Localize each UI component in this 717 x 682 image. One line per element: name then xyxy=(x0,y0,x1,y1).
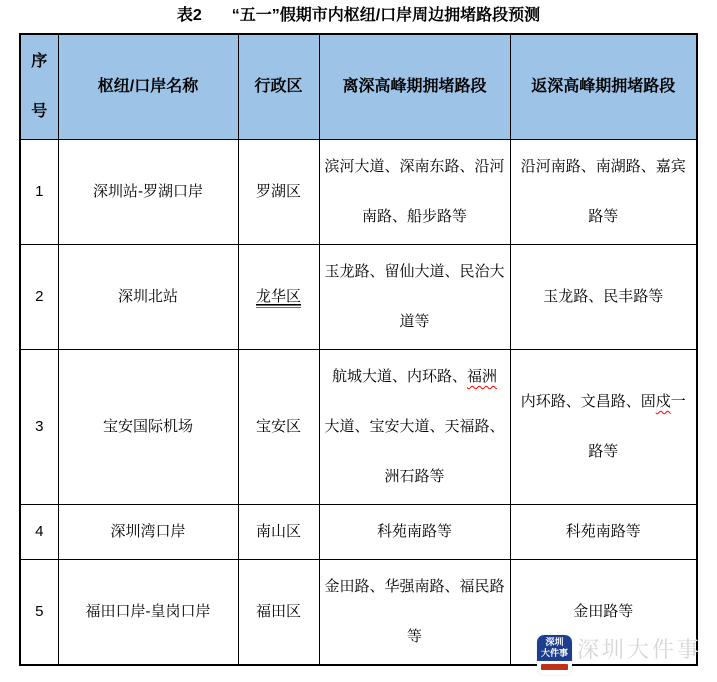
cell-serial: 1 xyxy=(20,140,58,245)
cell-hub-name: 深圳站-罗湖口岸 xyxy=(58,140,238,245)
shenzhen-dajianshi-logo-icon xyxy=(537,635,572,675)
watermark-text: 深圳大件事 xyxy=(577,637,703,662)
cell-depart-roads: 航城大道、内环路、福洲大道、宝安大道、天福路、洲石路等 xyxy=(319,350,510,505)
cell-serial: 2 xyxy=(20,245,58,350)
column-header-return-roads: 返深高峰期拥堵路段 xyxy=(510,34,697,140)
cell-depart-roads: 玉龙路、留仙大道、民治大道等 xyxy=(319,245,510,350)
cell-district: 龙华区 xyxy=(238,245,319,350)
column-header-serial: 序号 xyxy=(20,34,58,140)
cell-depart-roads: 金田路、华强南路、福民路等 xyxy=(319,560,510,666)
column-header-depart-roads: 离深高峰期拥堵路段 xyxy=(319,34,510,140)
column-header-district: 行政区 xyxy=(238,34,319,140)
table-row xyxy=(20,350,697,505)
congestion-forecast-table xyxy=(19,33,698,666)
cell-return-roads: 金田路等 xyxy=(510,560,697,666)
cell-depart-roads: 滨河大道、深南东路、沿河南路、船步路等 xyxy=(319,140,510,245)
cell-return-roads: 内环路、文昌路、固戍一路等 xyxy=(510,350,697,505)
logo-blue-panel xyxy=(537,635,572,661)
logo-red-banner xyxy=(541,664,568,670)
cell-depart-roads: 科苑南路等 xyxy=(319,505,510,560)
cell-district: 罗湖区 xyxy=(238,140,319,245)
table-title-text: “五一”假期市内枢纽/口岸周边拥堵路段预测 xyxy=(231,7,541,24)
cell-return-roads: 沿河南路、南湖路、嘉宾路等 xyxy=(510,140,697,245)
cell-hub-name: 福田口岸-皇岗口岸 xyxy=(58,560,238,666)
logo-text-line1: 深圳 xyxy=(545,637,564,647)
cell-district: 南山区 xyxy=(238,505,319,560)
header-row xyxy=(20,34,697,140)
table-title xyxy=(0,3,717,29)
cell-hub-name: 宝安国际机场 xyxy=(58,350,238,505)
cell-serial: 3 xyxy=(20,350,58,505)
cell-serial: 5 xyxy=(20,560,58,666)
table-row xyxy=(20,505,697,560)
cell-district: 福田区 xyxy=(238,560,319,666)
table-row xyxy=(20,245,697,350)
cell-serial: 4 xyxy=(20,505,58,560)
cell-hub-name: 深圳北站 xyxy=(58,245,238,350)
cell-return-roads: 玉龙路、民丰路等 xyxy=(510,245,697,350)
table-row xyxy=(20,140,697,245)
cell-district: 宝安区 xyxy=(238,350,319,505)
cell-return-roads: 科苑南路等 xyxy=(510,505,697,560)
cell-hub-name: 深圳湾口岸 xyxy=(58,505,238,560)
table-title-label: 表2 xyxy=(176,7,202,24)
column-header-hub-name: 枢纽/口岸名称 xyxy=(58,34,238,140)
logo-text-line2: 大件事 xyxy=(540,648,568,658)
